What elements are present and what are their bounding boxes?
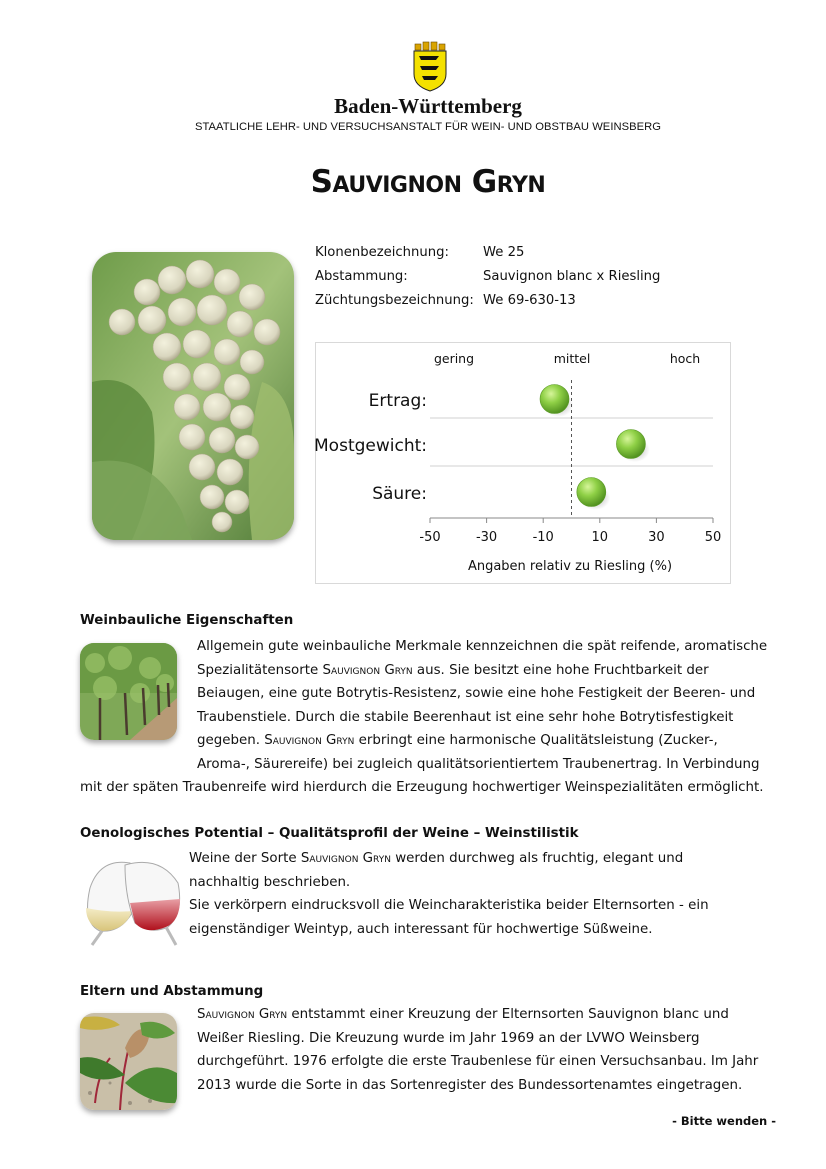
viticulture-text-wrapped bbox=[197, 635, 797, 776]
text-run: Spezialitätensorte bbox=[197, 662, 323, 678]
data-point-marker bbox=[540, 385, 569, 414]
x-tick-label: -50 bbox=[419, 530, 441, 545]
text-line bbox=[197, 1050, 797, 1074]
x-tick-label: -10 bbox=[532, 530, 554, 545]
breeding-code-value: We 69-630-13 bbox=[483, 293, 576, 308]
text-run: eigenständiger Weintyp, auch interessant für hochwertige Süßweine. bbox=[189, 921, 653, 937]
text-line bbox=[197, 1027, 797, 1051]
parentage-text bbox=[197, 1003, 797, 1097]
institute-name: STAATLICHE LEHR- UND VERSUCHSANSTALT FÜR WEIN- UND OBSTBAU WEINSBERG bbox=[194, 121, 662, 133]
breeding-code-label: Züchtungsbezeichnung: bbox=[315, 293, 474, 308]
scale-label-gering: gering bbox=[433, 351, 475, 366]
text-run: nachhaltig beschrieben. bbox=[189, 874, 351, 890]
text-run: gegeben. bbox=[197, 733, 265, 748]
category-label: Mostgewicht: bbox=[315, 436, 427, 456]
variety-name: Sauvignon Gryn bbox=[322, 662, 413, 678]
text-line bbox=[197, 1074, 797, 1098]
grape-cluster-photo bbox=[92, 252, 294, 540]
x-axis-label: Angaben relativ zu Riesling (%) bbox=[467, 559, 673, 574]
text-line bbox=[189, 894, 789, 918]
text-line bbox=[197, 706, 797, 730]
scale-label-hoch: hoch bbox=[669, 351, 701, 366]
text-run: 2013 wurde die Sorte in das Sortenregister des Bundessortenamtes eingetragen. bbox=[197, 1077, 743, 1093]
page-title: Sauvignon Gryn bbox=[310, 164, 546, 200]
chart-frame bbox=[316, 343, 731, 584]
text-run: durchgeführt. 1976 erfolgte die erste Traubenlese für einen Versuchsanbau. Im Jahr bbox=[197, 1054, 759, 1069]
text-line bbox=[197, 659, 797, 683]
text-run: werden durchweg als fruchtig, elegant und bbox=[390, 851, 684, 866]
x-tick-label: 10 bbox=[591, 530, 609, 545]
vineyard-photo bbox=[80, 643, 177, 740]
x-tick-label: 30 bbox=[648, 530, 665, 545]
seedling-photo bbox=[80, 1013, 177, 1110]
text-run: Traubenstiele. Durch die stabile Beerenhaut ist eine sehr hohe Botrytisfestigkeit bbox=[197, 709, 734, 725]
coat-of-arms-icon bbox=[412, 40, 448, 92]
category-label: Säure: bbox=[372, 484, 427, 504]
variety-name: Sauvignon Gryn bbox=[300, 851, 391, 866]
text-line bbox=[189, 918, 789, 942]
text-line bbox=[197, 753, 797, 777]
text-run: Sie verkörpern eindrucksvoll die Weincharakteristika beider Elternsorten - ein bbox=[189, 898, 709, 913]
text-run: Allgemein gute weinbauliche Merkmale kennzeichnen die spät reifende, aromatische bbox=[197, 639, 768, 654]
turn-page-note: - Bitte wenden - bbox=[672, 1114, 776, 1128]
x-tick-label: -30 bbox=[475, 530, 498, 545]
text-line bbox=[197, 682, 797, 706]
text-run: aus. Sie besitzt eine hohe Fruchtbarkeit der bbox=[412, 662, 709, 678]
text-line bbox=[197, 1003, 797, 1027]
text-line bbox=[197, 729, 797, 753]
section-heading-viticulture: Weinbauliche Eigenschaften bbox=[80, 613, 294, 628]
text-run: Weine der Sorte bbox=[189, 851, 301, 866]
section-heading-oenology: Oenologisches Potential – Qualitätsprofil der Weine – Weinstilistik bbox=[80, 826, 579, 841]
section-heading-parentage: Eltern und Abstammung bbox=[80, 984, 264, 999]
parentage-label: Abstammung: bbox=[315, 269, 408, 284]
category-label: Ertrag: bbox=[368, 391, 427, 411]
scale-label-mittel: mittel bbox=[553, 351, 591, 366]
characteristics-chart bbox=[315, 342, 731, 584]
text-run: mit der späten Traubenreife wird hierdurch die Erzeugung hochwertiger Weinspezialitäten ermöglicht. bbox=[80, 780, 764, 795]
text-line bbox=[189, 871, 789, 895]
text-run: Weißer Riesling. Die Kreuzung wurde im Jahr 1969 an der LVWO Weinsberg bbox=[197, 1030, 700, 1046]
oenology-text bbox=[189, 847, 789, 941]
text-line bbox=[189, 847, 789, 871]
viticulture-text-full-line bbox=[80, 776, 800, 800]
clone-value: We 25 bbox=[483, 245, 525, 260]
text-run: erbringt eine harmonische Qualitätsleistung (Zucker-, bbox=[354, 733, 718, 748]
text-run: Aroma-, Säurereife) bei zugleich qualitätsorientiertem Traubenertrag. In Verbindung bbox=[197, 756, 760, 772]
data-point-marker bbox=[577, 478, 606, 507]
clone-label: Klonenbezeichnung: bbox=[315, 245, 449, 260]
state-name: Baden-Württemberg bbox=[334, 94, 522, 118]
variety-name: Sauvignon Gryn bbox=[197, 1007, 288, 1022]
parentage-value: Sauvignon blanc x Riesling bbox=[483, 269, 661, 284]
text-line bbox=[197, 635, 797, 659]
text-run: entstammt einer Kreuzung der Elternsorten Sauvignon blanc und bbox=[287, 1007, 729, 1022]
x-tick-label: 50 bbox=[704, 530, 722, 545]
text-run: Beiaugen, eine gute Botrytis-Resistenz, sowie eine hohe Festigkeit der Beeren- und bbox=[197, 686, 756, 701]
data-point-marker bbox=[616, 430, 645, 459]
variety-name: Sauvignon Gryn bbox=[264, 733, 355, 748]
wine-glasses-photo bbox=[80, 853, 186, 948]
